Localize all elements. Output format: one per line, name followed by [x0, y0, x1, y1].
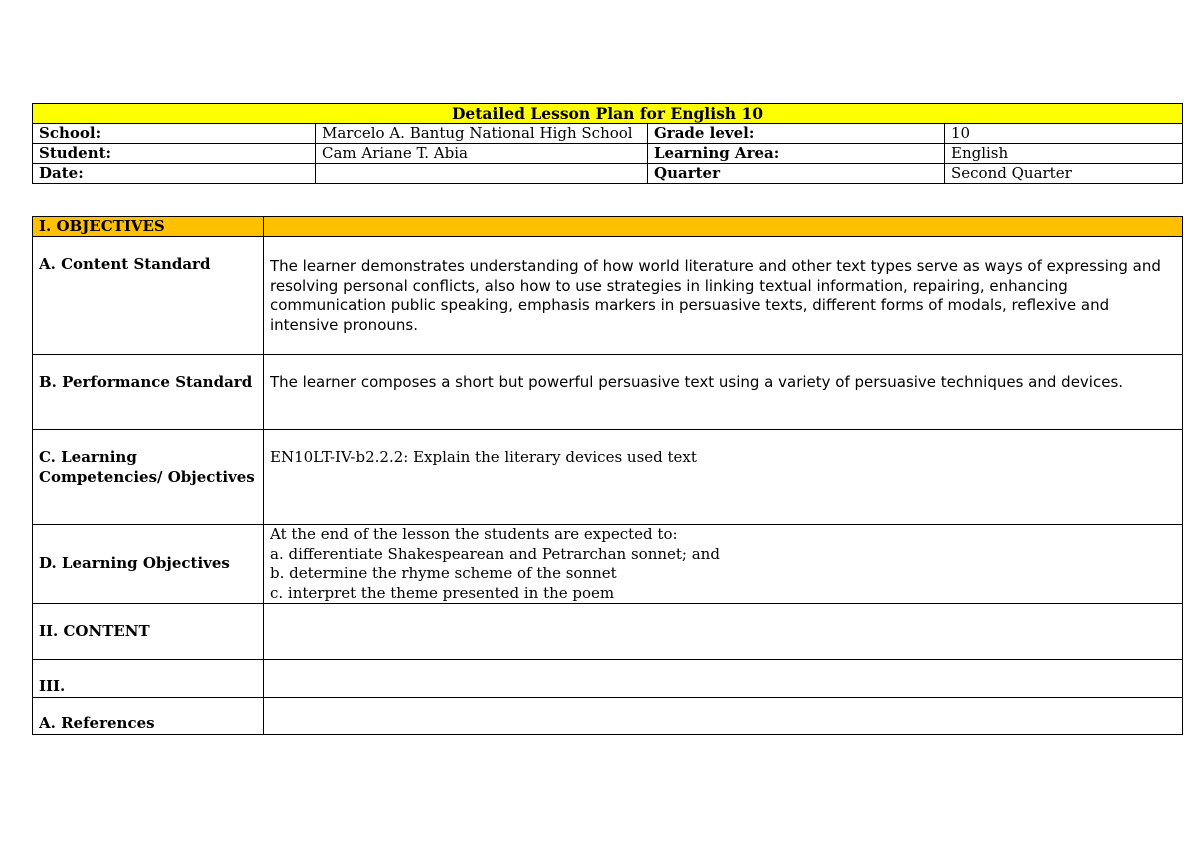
learning-area-label: Learning Area: [648, 144, 945, 164]
student-label: Student: [33, 144, 316, 164]
learning-area-value: English [945, 144, 1183, 164]
quarter-value: Second Quarter [945, 164, 1183, 184]
header-row-school [33, 124, 1183, 144]
objectives-header-empty [264, 217, 1183, 237]
learning-objective-item: b. determine the rhyme scheme of the sonnet [270, 564, 617, 582]
section-three-value [264, 660, 1183, 698]
grade-level-label: Grade level: [648, 124, 945, 144]
performance-standard-label: B. Performance Standard [33, 355, 264, 430]
learning-competencies-row [33, 430, 1183, 525]
objectives-header-row [33, 217, 1183, 237]
lesson-plan-header-table [32, 103, 1183, 184]
header-row-date [33, 164, 1183, 184]
references-value [264, 698, 1183, 735]
student-value: Cam Ariane T. Abia [316, 144, 648, 164]
references-row [33, 698, 1183, 735]
content-row [33, 604, 1183, 660]
learning-objective-item: a. differentiate Shakespearean and Petrarchan sonnet; and [270, 544, 720, 563]
learning-objectives-list [264, 525, 1183, 604]
learning-competencies-label: C. Learning Competencies/ Objectives [33, 430, 264, 525]
content-standard-text: The learner demonstrates understanding of how world literature and other text types serve as ways of expressing and resolving personal conflicts, also how to use strategies in linking textual information, repairing, enhancing communication public speaking, emphasis markers in persuasive texts, different forms of modals, reflexive and intensive pronouns. [264, 237, 1183, 355]
header-row-student [33, 144, 1183, 164]
lesson-plan-title: Detailed Lesson Plan for English 10 [33, 104, 1183, 124]
learning-objectives-label: D. Learning Objectives [33, 525, 264, 604]
performance-standard-text: The learner composes a short but powerful persuasive text using a variety of persuasive techniques and devices. [264, 355, 1183, 430]
date-label: Date: [33, 164, 316, 184]
learning-objective-item: c. interpret the theme presented in the poem [270, 583, 615, 602]
content-standard-row [33, 237, 1183, 355]
section-three-label: III. [33, 660, 264, 698]
content-standard-label: A. Content Standard [33, 237, 264, 355]
school-value: Marcelo A. Bantug National High School [316, 124, 648, 144]
objectives-section-label: I. OBJECTIVES [33, 217, 264, 237]
references-label: A. References [33, 698, 264, 735]
learning-competencies-text: EN10LT-IV-b2.2.2: Explain the literary devices used text [264, 430, 1183, 525]
grade-level-value: 10 [945, 124, 1183, 144]
content-label: II. CONTENT [33, 604, 264, 660]
learning-objectives-intro: At the end of the lesson the students are expected to: [270, 525, 678, 543]
content-value [264, 604, 1183, 660]
date-value [316, 164, 648, 184]
performance-standard-row [33, 355, 1183, 430]
section-three-row [33, 660, 1183, 698]
learning-objectives-row [33, 525, 1183, 604]
objectives-table [32, 216, 1183, 735]
title-row [33, 104, 1183, 124]
school-label: School: [33, 124, 316, 144]
quarter-label: Quarter [648, 164, 945, 184]
